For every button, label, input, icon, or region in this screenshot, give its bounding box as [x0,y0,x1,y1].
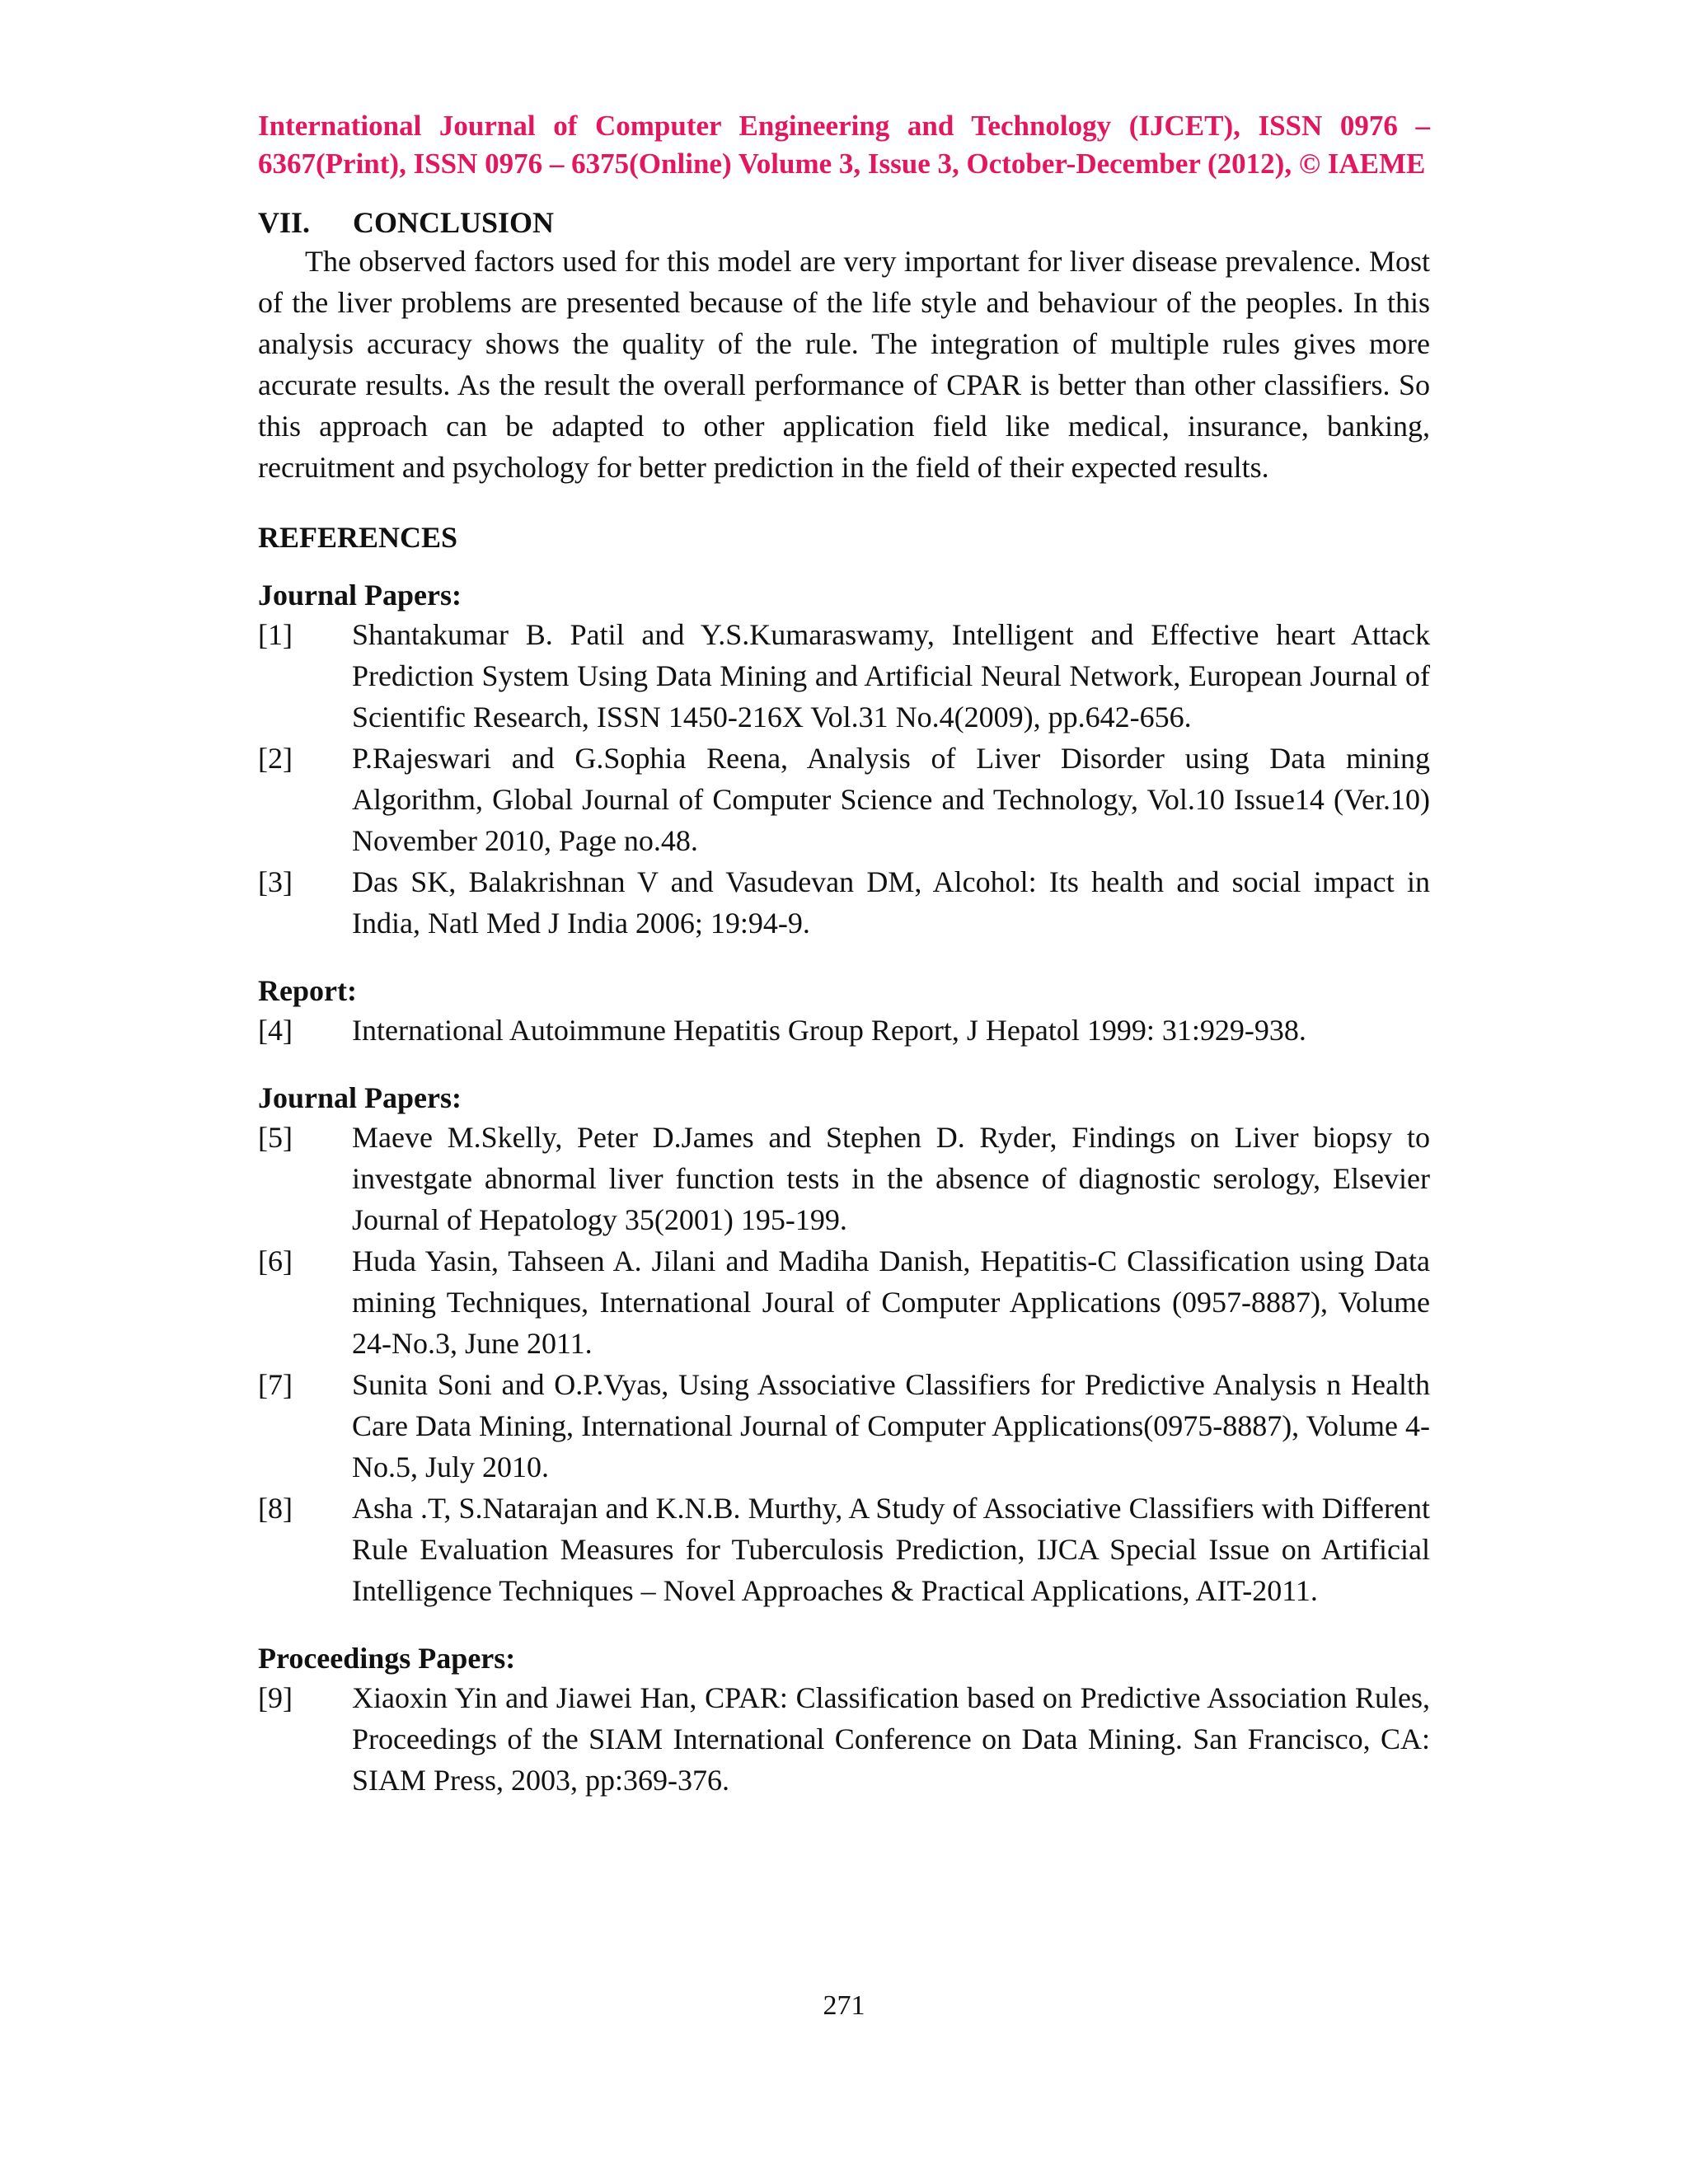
journal-header: International Journal of Computer Engineering and Technology (IJCET), ISSN 0976 – 6367(Print), ISSN 0976 – 6375(Online) Volume 3, Issue 3, October-December (2012), © IAEME [258,110,1430,180]
reference-group-report [258,972,1430,1051]
section-number: VII. [258,206,311,239]
reference-number: [3] [258,865,293,898]
references-heading: REFERENCES [258,521,458,554]
reference-number: [5] [258,1121,293,1154]
reference-group-title: Journal Papers: [258,1081,462,1114]
reference-item [258,1677,1430,1801]
page-number: 271 [823,1990,865,2021]
reference-item [258,1240,1430,1364]
reference-item [258,1010,1430,1051]
reference-text: Sunita Soni and O.P.Vyas, Using Associative Classifiers for Predictive Analysis n Health Care Data Mining, International Journal of Computer Applications(0975-8887), Volume 4- No.5, July 2010. [352,1368,1430,1483]
reference-number: [9] [258,1681,293,1714]
reference-text: Asha .T, S.Natarajan and K.N.B. Murthy, A Study of Associative Classifiers with Different Rule Evaluation Measures for Tuberculosis Prediction, IJCA Special Issue on Artificial Intelligence Techniques – Novel Approaches & Practical Applications, AIT-2011. [352,1492,1430,1607]
reference-group-proceedings-papers [258,1639,1430,1801]
reference-item [258,1117,1430,1240]
reference-group-journal-papers-2 [258,1079,1430,1611]
reference-text: Xiaoxin Yin and Jiawei Han, CPAR: Classification based on Predictive Association Rules, Proceedings of the SIAM International Conference on Data Mining. San Francisco, CA: SIAM Press, 2003, pp:369-376. [352,1681,1430,1797]
section-title: CONCLUSION [353,206,555,239]
reference-group-journal-papers-1 [258,576,1430,944]
reference-number: [4] [258,1014,293,1047]
reference-text: Shantakumar B. Patil and Y.S.Kumaraswamy, Intelligent and Effective heart Attack Prediction System Using Data Mining and Artificial Neural Network, European Journal of Scientific Research, ISSN 1450-216X Vol.31 No.4(2009), pp.642-656. [352,618,1430,733]
reference-number: [7] [258,1368,293,1401]
reference-number: [1] [258,618,293,651]
reference-group-title: Proceedings Papers: [258,1642,516,1675]
reference-text: Das SK, Balakrishnan V and Vasudevan DM, Alcohol: Its health and social impact in India, Natl Med J India 2006; 19:94-9. [352,865,1430,940]
reference-item [258,861,1430,944]
reference-text: International Autoimmune Hepatitis Group Report, J Hepatol 1999: 31:929-938. [352,1014,1306,1047]
reference-item [258,1364,1430,1488]
reference-number: [2] [258,742,293,775]
reference-number: [6] [258,1244,293,1277]
reference-text: Maeve M.Skelly, Peter D.James and Stephen D. Ryder, Findings on Liver biopsy to investgate abnormal liver function tests in the absence of diagnostic serology, Elsevier Journal of Hepatology 35(2001) 195-199. [352,1121,1430,1236]
reference-number: [8] [258,1492,293,1525]
paper-page [258,107,1430,1801]
reference-text: Huda Yasin, Tahseen A. Jilani and Madiha Danish, Hepatitis-C Classification using Data mining Techniques, International Joural of Computer Applications (0957-8887), Volume 24-No.3, June 2011. [352,1244,1430,1360]
reference-group-title: Journal Papers: [258,579,462,612]
conclusion-heading [258,204,1430,241]
reference-item [258,1488,1430,1611]
conclusion-paragraph: The observed factors used for this model are very important for liver disease prevalence. Most of the liver problems are presented because of the life style and behaviour of the peoples. In this analysis accuracy shows the quality of the rule. The integration of multiple rules gives more accurate results. As the result the overall performance of CPAR is better than other classifiers. So this approach can be adapted to other application field like medical, insurance, banking, recruitment and psychology for better prediction in the field of their expected results. [258,245,1430,484]
reference-item [258,614,1430,738]
reference-text: P.Rajeswari and G.Sophia Reena, Analysis of Liver Disorder using Data mining Algorithm, Global Journal of Computer Science and Technology, Vol.10 Issue14 (Ver.10) November 2010, Page no.48. [352,742,1430,857]
reference-item [258,738,1430,861]
reference-group-title: Report: [258,974,357,1007]
